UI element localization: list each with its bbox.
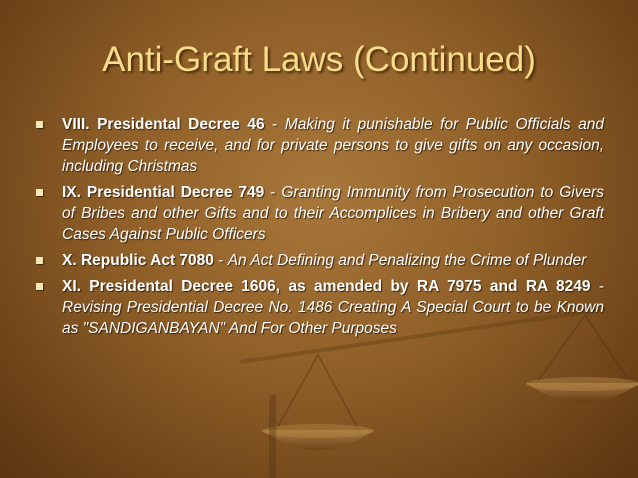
square-bullet-icon	[36, 283, 43, 290]
bullet-item-viii	[34, 114, 604, 177]
law-citation: XI. Presidental Decree 1606, as amended by RA 7975 and RA 8249	[62, 278, 591, 295]
separator: -	[590, 278, 605, 295]
law-description: Granting Immunity from Prosecution to Givers of Bribes and other Gifts and to their Accomplices in Bribery and other Graft Cases Against Public Officers	[62, 184, 604, 243]
bullet-list	[34, 114, 604, 344]
square-bullet-icon	[36, 257, 43, 264]
slide-title: Anti-Graft Laws (Continued)	[102, 40, 536, 79]
bullet-item-xi	[34, 276, 604, 339]
law-citation: VIII. Presidental Decree 46	[62, 116, 265, 133]
bullet-item-x	[34, 250, 604, 271]
law-description: Revising Presidential Decree No. 1486 Creating A Special Court to be Known as "SANDIGANBAYAN" And For Other Purposes	[62, 299, 604, 337]
law-description: An Act Defining and Penalizing the Crime of Plunder	[227, 252, 587, 269]
square-bullet-icon	[36, 189, 43, 196]
separator: -	[264, 116, 285, 133]
law-citation: IX. Presidential Decree 749	[62, 184, 265, 201]
bullet-item-ix	[34, 182, 604, 245]
law-description: Making it punishable for Public Officials and Employees to receive, and for private persons to give gifts on any occasion, including Christmas	[62, 116, 604, 175]
square-bullet-icon	[36, 121, 43, 128]
law-citation: X. Republic Act 7080	[62, 252, 214, 269]
separator: -	[264, 184, 282, 201]
separator: -	[213, 252, 228, 269]
